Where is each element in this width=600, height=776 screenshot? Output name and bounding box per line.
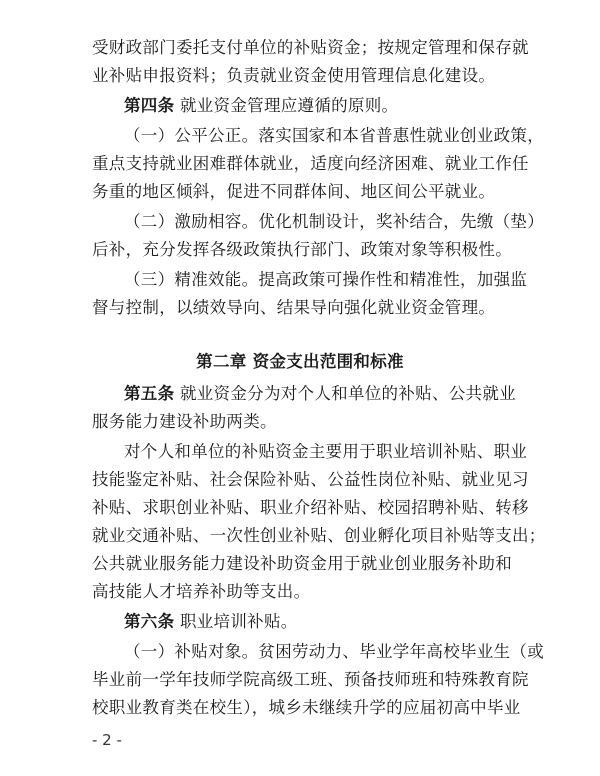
article-title: 就业资金分为对个人和单位的补贴、公共就业 — [174, 384, 516, 403]
paragraph-line: （三）精准效能。提高政策可操作性和精准性，加强监 — [124, 270, 528, 289]
article-5-heading — [124, 382, 532, 406]
paragraph-line: 业补贴申报资料；负责就业资金使用管理信息化建设。 — [92, 66, 496, 85]
page-number: - 2 - — [92, 731, 122, 749]
paragraph-line: （一）公平公正。落实国家和本省普惠性就业创业政策， — [124, 126, 544, 145]
article-number: 第四条 — [124, 96, 175, 115]
paragraph-line: 技能鉴定补贴、社会保险补贴、公益性岗位补贴、就业见习 — [92, 470, 529, 489]
paragraph-line: 后补，充分发挥各级政策执行部门、政策对象等积极性。 — [92, 240, 512, 259]
paragraph-line: （一）补贴对象。贫困劳动力、毕业学年高校毕业生（或 — [124, 642, 544, 661]
article-title: 职业培训补贴。 — [174, 612, 298, 631]
paragraph-line: 服务能力建设补助两类。 — [92, 412, 277, 431]
paragraph-line: 就业交通补贴、一次性创业补贴、创业孵化项目补贴等支出； — [92, 526, 546, 545]
paragraph-line: 督与控制，以绩效导向、结果导向强化就业资金管理。 — [92, 298, 496, 317]
paragraph-line: 高技能人才培养补助等支出。 — [92, 582, 311, 601]
article-number: 第五条 — [124, 384, 175, 403]
paragraph-line: （二）激励相容。优化机制设计，奖补结合，先缴（垫） — [124, 212, 544, 231]
chapter-heading: 第二章 资金支出范围和标准 — [196, 352, 404, 371]
article-title: 就业资金管理应遵循的原则。 — [174, 96, 399, 115]
article-6-heading — [124, 610, 532, 634]
paragraph-line: 务重的地区倾斜，促进不同群体间、地区间公平就业。 — [92, 182, 496, 201]
paragraph-line: 公共就业服务能力建设补助资金用于就业创业服务补助和 — [92, 554, 512, 573]
paragraph-line: 重点支持就业困难群体就业，适度向经济困难、就业工作任 — [92, 154, 529, 173]
paragraph-line: 补贴、求职创业补贴、职业介绍补贴、校园招聘补贴、转移 — [92, 498, 529, 517]
paragraph-line: 受财政部门委托支付单位的补贴资金；按规定管理和保存就 — [92, 38, 529, 57]
paragraph-line: 校职业教育类在校生），城乡未继续升学的应届初高中毕业 — [92, 698, 521, 717]
paragraph-line: 对个人和单位的补贴资金主要用于职业培训补贴、职业 — [124, 442, 528, 461]
article-4-heading — [124, 94, 532, 118]
paragraph-line: 毕业前一学年技师学院高级工班、预备技师班和特殊教育院 — [92, 670, 529, 689]
article-number: 第六条 — [124, 612, 175, 631]
